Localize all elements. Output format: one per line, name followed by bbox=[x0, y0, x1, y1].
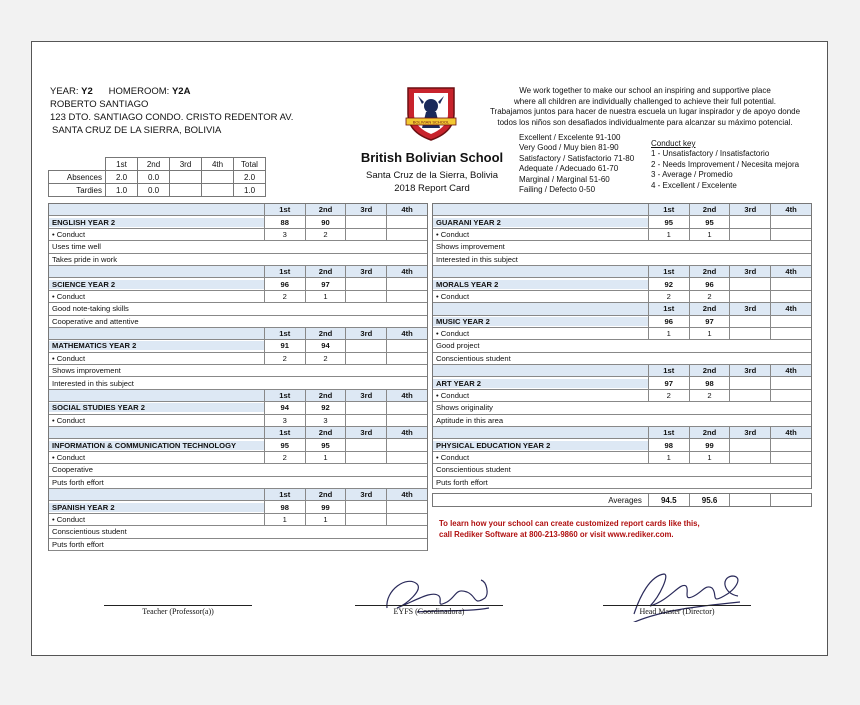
comment-row bbox=[49, 477, 427, 489]
teacher-comment: Interested in this subject bbox=[52, 378, 134, 388]
subject-row bbox=[433, 316, 811, 328]
subject-grade: 95 bbox=[648, 216, 689, 227]
homeroom-label: HOMEROOM: bbox=[108, 86, 170, 97]
subject-grade: 99 bbox=[689, 439, 730, 450]
subject-name: SCIENCE YEAR 2 bbox=[49, 280, 264, 289]
period-header: 2nd bbox=[305, 328, 346, 339]
comment-row bbox=[49, 254, 427, 266]
comment-row bbox=[433, 340, 811, 352]
conduct-grade bbox=[386, 415, 427, 426]
coordinator-signature-label: EYFS (Coordinadora) bbox=[393, 607, 465, 616]
teacher-comment: Conscientious student bbox=[436, 465, 511, 475]
conduct-grade bbox=[729, 390, 770, 401]
conduct-grade: 2 bbox=[648, 291, 689, 302]
conduct-grade: 1 bbox=[648, 229, 689, 240]
period-header: 3rd bbox=[345, 204, 386, 215]
period-header-row bbox=[49, 204, 427, 216]
comment-row bbox=[49, 539, 427, 551]
subject-grade: 96 bbox=[648, 316, 689, 327]
subject-name: SPANISH YEAR 2 bbox=[49, 503, 264, 512]
subject-name: INFORMATION & COMMUNICATION TECHNOLOGY bbox=[49, 441, 264, 450]
conduct-grade bbox=[345, 415, 386, 426]
attendance-cell bbox=[202, 171, 234, 184]
conduct-grade: 1 bbox=[648, 328, 689, 339]
conduct-grade: 2 bbox=[305, 353, 346, 364]
student-info bbox=[50, 85, 293, 137]
conduct-row bbox=[49, 229, 427, 241]
subject-grade bbox=[770, 439, 811, 450]
conduct-grade: 2 bbox=[689, 390, 730, 401]
average-value bbox=[729, 494, 770, 506]
period-header: 4th bbox=[770, 303, 811, 314]
teacher-comment: Cooperative and attentive bbox=[52, 316, 139, 326]
period-header: 2nd bbox=[305, 489, 346, 500]
subject-grade: 97 bbox=[648, 377, 689, 388]
conduct-label: • Conduct bbox=[436, 229, 470, 239]
subject-row bbox=[49, 402, 427, 414]
conduct-key: Conduct key 1 - Unsatisfactory / Insatisfactorio 2 - Needs Improvement / Necesita mejora 3 - Average / Promedio 4 - Excellent / Excelente bbox=[651, 139, 800, 190]
period-header: 3rd bbox=[345, 390, 386, 401]
comment-row bbox=[433, 477, 811, 489]
subject-grade: 95 bbox=[305, 439, 346, 450]
teacher-comment: Aptitude in this area bbox=[436, 415, 504, 425]
conduct-grade bbox=[386, 229, 427, 240]
subject-grade: 95 bbox=[264, 439, 305, 450]
comment-row bbox=[433, 353, 811, 365]
conduct-grade bbox=[729, 452, 770, 463]
conduct-grade: 3 bbox=[305, 415, 346, 426]
conduct-row bbox=[433, 229, 811, 241]
mission-statement: We work together to make our school an inspiring and supportive place where all children are individually challenged to achieve their full potential. Trabajamos juntos para hacer de nuestra escuela un lugar inspirador y de apoyo donde todos los niños son desafiados individualmente para alcanzar su máximo potencial. bbox=[489, 86, 801, 127]
subject-name: ART YEAR 2 bbox=[433, 379, 648, 388]
conduct-label: • Conduct bbox=[52, 514, 86, 524]
period-header: 3rd bbox=[729, 303, 770, 314]
subject-row bbox=[433, 439, 811, 451]
subject-name: MATHEMATICS YEAR 2 bbox=[49, 341, 264, 350]
student-address-2: SANTA CRUZ DE LA SIERRA, BOLIVIA bbox=[52, 125, 222, 136]
period-header: 1st bbox=[648, 365, 689, 376]
period-header: 2nd bbox=[305, 204, 346, 215]
period-header: 1st bbox=[264, 266, 305, 277]
attendance-header: 2nd bbox=[138, 158, 170, 171]
conduct-label: • Conduct bbox=[52, 353, 86, 363]
left-grades-table bbox=[48, 203, 428, 551]
subject-grade bbox=[770, 316, 811, 327]
grade-scale: Excellent / Excelente 91-100 Very Good / Muy bien 81-90 Satisfactory / Satisfactorio 71-80 Adequate / Adecuado 61-70 Marginal / Marginal 51-60 Failing / Defecto 0-50 bbox=[519, 133, 635, 195]
subject-name: MUSIC YEAR 2 bbox=[433, 317, 648, 326]
conduct-grade bbox=[345, 229, 386, 240]
period-header: 4th bbox=[770, 427, 811, 438]
period-header: 2nd bbox=[689, 303, 730, 314]
subject-grade bbox=[386, 402, 427, 413]
subject-grade bbox=[345, 216, 386, 227]
conduct-row bbox=[49, 415, 427, 427]
conduct-key-title: Conduct key bbox=[651, 139, 696, 148]
subject-row bbox=[433, 377, 811, 389]
subject-row bbox=[433, 216, 811, 228]
subject-grade bbox=[770, 377, 811, 388]
conduct-grade: 1 bbox=[689, 328, 730, 339]
subject-grade bbox=[345, 439, 386, 450]
subject-name: PHYSICAL EDUCATION YEAR 2 bbox=[433, 441, 648, 450]
attendance-cell: 1.0 bbox=[234, 184, 266, 197]
teacher-comment: Puts forth effort bbox=[52, 539, 104, 549]
school-city: Santa Cruz de la Sierra, Bolivia bbox=[365, 170, 498, 181]
attendance-header: Total bbox=[234, 158, 266, 171]
period-header: 4th bbox=[386, 328, 427, 339]
teacher-comment: Shows improvement bbox=[52, 366, 121, 376]
attendance-cell bbox=[170, 184, 202, 197]
comment-row bbox=[49, 365, 427, 377]
conduct-grade: 1 bbox=[689, 229, 730, 240]
conduct-grade bbox=[770, 291, 811, 302]
subject-grade bbox=[729, 377, 770, 388]
conduct-label: • Conduct bbox=[52, 415, 86, 425]
conduct-row bbox=[49, 353, 427, 365]
conduct-grade bbox=[345, 353, 386, 364]
tardies-label: Tardies bbox=[49, 184, 106, 197]
period-header: 1st bbox=[264, 489, 305, 500]
subject-row bbox=[49, 216, 427, 228]
subject-name: SOCIAL STUDIES YEAR 2 bbox=[49, 403, 264, 412]
conduct-row bbox=[49, 452, 427, 464]
subject-grade: 94 bbox=[305, 340, 346, 351]
subject-grade bbox=[345, 278, 386, 289]
subject-grade bbox=[729, 216, 770, 227]
teacher-comment: Good project bbox=[436, 341, 480, 351]
period-header: 2nd bbox=[305, 390, 346, 401]
period-header: 2nd bbox=[689, 427, 730, 438]
conduct-grade bbox=[386, 291, 427, 302]
period-header: 1st bbox=[264, 390, 305, 401]
period-header: 2nd bbox=[305, 266, 346, 277]
period-header: 4th bbox=[770, 204, 811, 215]
conduct-row bbox=[433, 328, 811, 340]
conduct-grade: 1 bbox=[305, 291, 346, 302]
period-header: 2nd bbox=[689, 365, 730, 376]
period-header: 4th bbox=[386, 390, 427, 401]
period-header-row bbox=[49, 489, 427, 501]
conduct-label: • Conduct bbox=[436, 291, 470, 301]
subject-grade: 99 bbox=[305, 501, 346, 512]
subject-grade: 97 bbox=[305, 278, 346, 289]
period-header: 4th bbox=[386, 204, 427, 215]
attendance-header: 3rd bbox=[170, 158, 202, 171]
student-address-1: 123 DTO. SANTIAGO CONDO. CRISTO REDENTOR AV. bbox=[50, 112, 294, 123]
conduct-grade: 2 bbox=[264, 353, 305, 364]
conduct-grade: 1 bbox=[305, 452, 346, 463]
conduct-grade: 2 bbox=[264, 291, 305, 302]
absences-label: Absences bbox=[49, 171, 106, 184]
subject-name: MORALS YEAR 2 bbox=[433, 280, 648, 289]
period-header-row bbox=[433, 266, 811, 278]
subject-grade: 91 bbox=[264, 340, 305, 351]
period-header-row bbox=[433, 303, 811, 315]
period-header: 3rd bbox=[345, 266, 386, 277]
conduct-grade: 1 bbox=[689, 452, 730, 463]
teacher-comment: Conscientious student bbox=[52, 527, 127, 537]
attendance-cell bbox=[202, 184, 234, 197]
subject-grade bbox=[386, 439, 427, 450]
subject-row bbox=[49, 278, 427, 290]
subject-grade bbox=[386, 278, 427, 289]
attendance-cell: 1.0 bbox=[106, 184, 138, 197]
headmaster-signature-label: Head Master (Director) bbox=[639, 607, 715, 616]
subject-grade bbox=[770, 278, 811, 289]
subject-grade: 94 bbox=[264, 402, 305, 413]
right-grades-table bbox=[432, 203, 812, 489]
comment-row bbox=[49, 464, 427, 476]
conduct-row bbox=[433, 291, 811, 303]
subject-name: GUARANI YEAR 2 bbox=[433, 218, 648, 227]
conduct-grade bbox=[345, 514, 386, 525]
teacher-comment: Takes pride in work bbox=[52, 254, 117, 264]
period-header-row bbox=[49, 390, 427, 402]
subject-grade: 98 bbox=[689, 377, 730, 388]
comment-row bbox=[433, 464, 811, 476]
average-value bbox=[770, 494, 811, 506]
teacher-signature-label: Teacher (Professor(a)) bbox=[142, 607, 214, 616]
subject-grade bbox=[345, 402, 386, 413]
conduct-grade bbox=[386, 452, 427, 463]
period-header: 1st bbox=[648, 303, 689, 314]
subject-grade: 92 bbox=[305, 402, 346, 413]
period-header: 3rd bbox=[345, 489, 386, 500]
period-header: 3rd bbox=[729, 266, 770, 277]
period-header: 4th bbox=[386, 266, 427, 277]
subject-grade bbox=[386, 501, 427, 512]
teacher-comment: Uses time well bbox=[52, 242, 101, 252]
conduct-grade bbox=[729, 229, 770, 240]
conduct-grade bbox=[729, 291, 770, 302]
averages-row bbox=[432, 493, 812, 507]
subject-grade: 96 bbox=[689, 278, 730, 289]
conduct-grade: 2 bbox=[305, 229, 346, 240]
attendance-cell: 2.0 bbox=[106, 171, 138, 184]
period-header-row bbox=[49, 266, 427, 278]
period-header: 1st bbox=[264, 427, 305, 438]
conduct-grade bbox=[729, 328, 770, 339]
conduct-grade: 3 bbox=[264, 229, 305, 240]
comment-row bbox=[433, 241, 811, 253]
conduct-grade bbox=[770, 328, 811, 339]
school-crest-icon bbox=[402, 84, 460, 142]
averages-label: Averages bbox=[608, 495, 642, 505]
year-value: Y2 bbox=[81, 86, 93, 97]
conduct-row bbox=[49, 291, 427, 303]
teacher-comment: Shows improvement bbox=[436, 242, 505, 252]
promo-text: To learn how your school can create customized report cards like this, call Rediker Software at 800-213-9860 or visit www.rediker.com. bbox=[439, 519, 700, 539]
period-header: 3rd bbox=[729, 427, 770, 438]
homeroom-value: Y2A bbox=[171, 86, 191, 97]
period-header: 1st bbox=[264, 204, 305, 215]
crest-banner-text: BOLIVIAN SCHOOL bbox=[412, 119, 450, 125]
subject-grade bbox=[386, 340, 427, 351]
teacher-comment: Good note-taking skills bbox=[52, 304, 129, 314]
conduct-grade: 1 bbox=[648, 452, 689, 463]
report-card-sheet bbox=[31, 41, 828, 656]
conduct-row bbox=[433, 452, 811, 464]
conduct-grade: 2 bbox=[689, 291, 730, 302]
subject-grade: 98 bbox=[648, 439, 689, 450]
subject-grade: 96 bbox=[264, 278, 305, 289]
average-value: 95.6 bbox=[689, 494, 730, 506]
conduct-grade: 1 bbox=[305, 514, 346, 525]
comment-row bbox=[49, 303, 427, 315]
subject-name: ENGLISH YEAR 2 bbox=[49, 218, 264, 227]
comment-row bbox=[49, 526, 427, 538]
subject-row bbox=[49, 439, 427, 451]
attendance-cell: 0.0 bbox=[138, 171, 170, 184]
period-header-row bbox=[49, 427, 427, 439]
period-header: 3rd bbox=[729, 204, 770, 215]
subject-grade: 97 bbox=[689, 316, 730, 327]
attendance-table bbox=[48, 157, 266, 197]
subject-grade bbox=[729, 439, 770, 450]
conduct-grade: 2 bbox=[648, 390, 689, 401]
period-header-row bbox=[433, 427, 811, 439]
subject-grade bbox=[729, 316, 770, 327]
teacher-comment: Shows originality bbox=[436, 403, 493, 413]
attendance-cell: 2.0 bbox=[234, 171, 266, 184]
conduct-grade: 2 bbox=[264, 452, 305, 463]
conduct-grade bbox=[386, 353, 427, 364]
subject-grade bbox=[345, 340, 386, 351]
attendance-cell bbox=[170, 171, 202, 184]
period-header: 2nd bbox=[305, 427, 346, 438]
period-header: 3rd bbox=[729, 365, 770, 376]
subject-row bbox=[49, 340, 427, 352]
subject-grade: 90 bbox=[305, 216, 346, 227]
subject-grade: 92 bbox=[648, 278, 689, 289]
period-header: 4th bbox=[770, 266, 811, 277]
teacher-comment: Puts forth effort bbox=[436, 477, 488, 487]
year-label: YEAR: bbox=[50, 86, 79, 97]
teacher-comment: Puts forth effort bbox=[52, 477, 104, 487]
conduct-grade bbox=[345, 452, 386, 463]
conduct-grade bbox=[770, 390, 811, 401]
conduct-grade bbox=[386, 514, 427, 525]
conduct-grade bbox=[770, 229, 811, 240]
school-name: British Bolivian School bbox=[360, 150, 504, 165]
conduct-grade: 3 bbox=[264, 415, 305, 426]
period-header: 1st bbox=[648, 266, 689, 277]
period-header: 4th bbox=[386, 489, 427, 500]
attendance-cell: 0.0 bbox=[138, 184, 170, 197]
conduct-row bbox=[433, 390, 811, 402]
comment-row bbox=[49, 316, 427, 328]
comment-row bbox=[433, 402, 811, 414]
subject-grade bbox=[386, 216, 427, 227]
period-header-row bbox=[49, 328, 427, 340]
subject-row bbox=[49, 501, 427, 513]
period-header-row bbox=[433, 365, 811, 377]
comment-row bbox=[433, 415, 811, 427]
average-value: 94.5 bbox=[648, 494, 689, 506]
period-header: 1st bbox=[648, 204, 689, 215]
subject-grade bbox=[345, 501, 386, 512]
attendance-header: 1st bbox=[106, 158, 138, 171]
comment-row bbox=[49, 241, 427, 253]
conduct-grade bbox=[345, 291, 386, 302]
teacher-comment: Interested in this subject bbox=[436, 254, 518, 264]
subject-grade: 88 bbox=[264, 216, 305, 227]
conduct-row bbox=[49, 514, 427, 526]
period-header: 4th bbox=[386, 427, 427, 438]
subject-grade: 95 bbox=[689, 216, 730, 227]
subject-row bbox=[433, 278, 811, 290]
conduct-grade: 1 bbox=[264, 514, 305, 525]
subject-grade bbox=[729, 278, 770, 289]
period-header: 1st bbox=[648, 427, 689, 438]
teacher-comment: Conscientious student bbox=[436, 353, 511, 363]
period-header: 1st bbox=[264, 328, 305, 339]
subject-grade: 98 bbox=[264, 501, 305, 512]
school-crest bbox=[402, 84, 460, 142]
conduct-label: • Conduct bbox=[436, 391, 470, 401]
conduct-label: • Conduct bbox=[52, 453, 86, 462]
conduct-label: • Conduct bbox=[436, 453, 470, 462]
conduct-grade bbox=[770, 452, 811, 463]
conduct-label: • Conduct bbox=[52, 229, 86, 239]
comment-row bbox=[433, 254, 811, 266]
subject-grade bbox=[770, 216, 811, 227]
period-header: 4th bbox=[770, 365, 811, 376]
period-header: 2nd bbox=[689, 204, 730, 215]
period-header-row bbox=[433, 204, 811, 216]
period-header: 2nd bbox=[689, 266, 730, 277]
period-header: 3rd bbox=[345, 427, 386, 438]
conduct-label: • Conduct bbox=[52, 291, 86, 301]
period-header: 3rd bbox=[345, 328, 386, 339]
teacher-comment: Cooperative bbox=[52, 465, 93, 475]
report-title: 2018 Report Card bbox=[394, 183, 470, 194]
year-line bbox=[50, 85, 293, 98]
student-name: ROBERTO SANTIAGO bbox=[50, 99, 149, 110]
comment-row bbox=[49, 377, 427, 389]
averages-inner bbox=[433, 494, 811, 506]
attendance-header: 4th bbox=[202, 158, 234, 171]
conduct-label: • Conduct bbox=[436, 329, 470, 339]
